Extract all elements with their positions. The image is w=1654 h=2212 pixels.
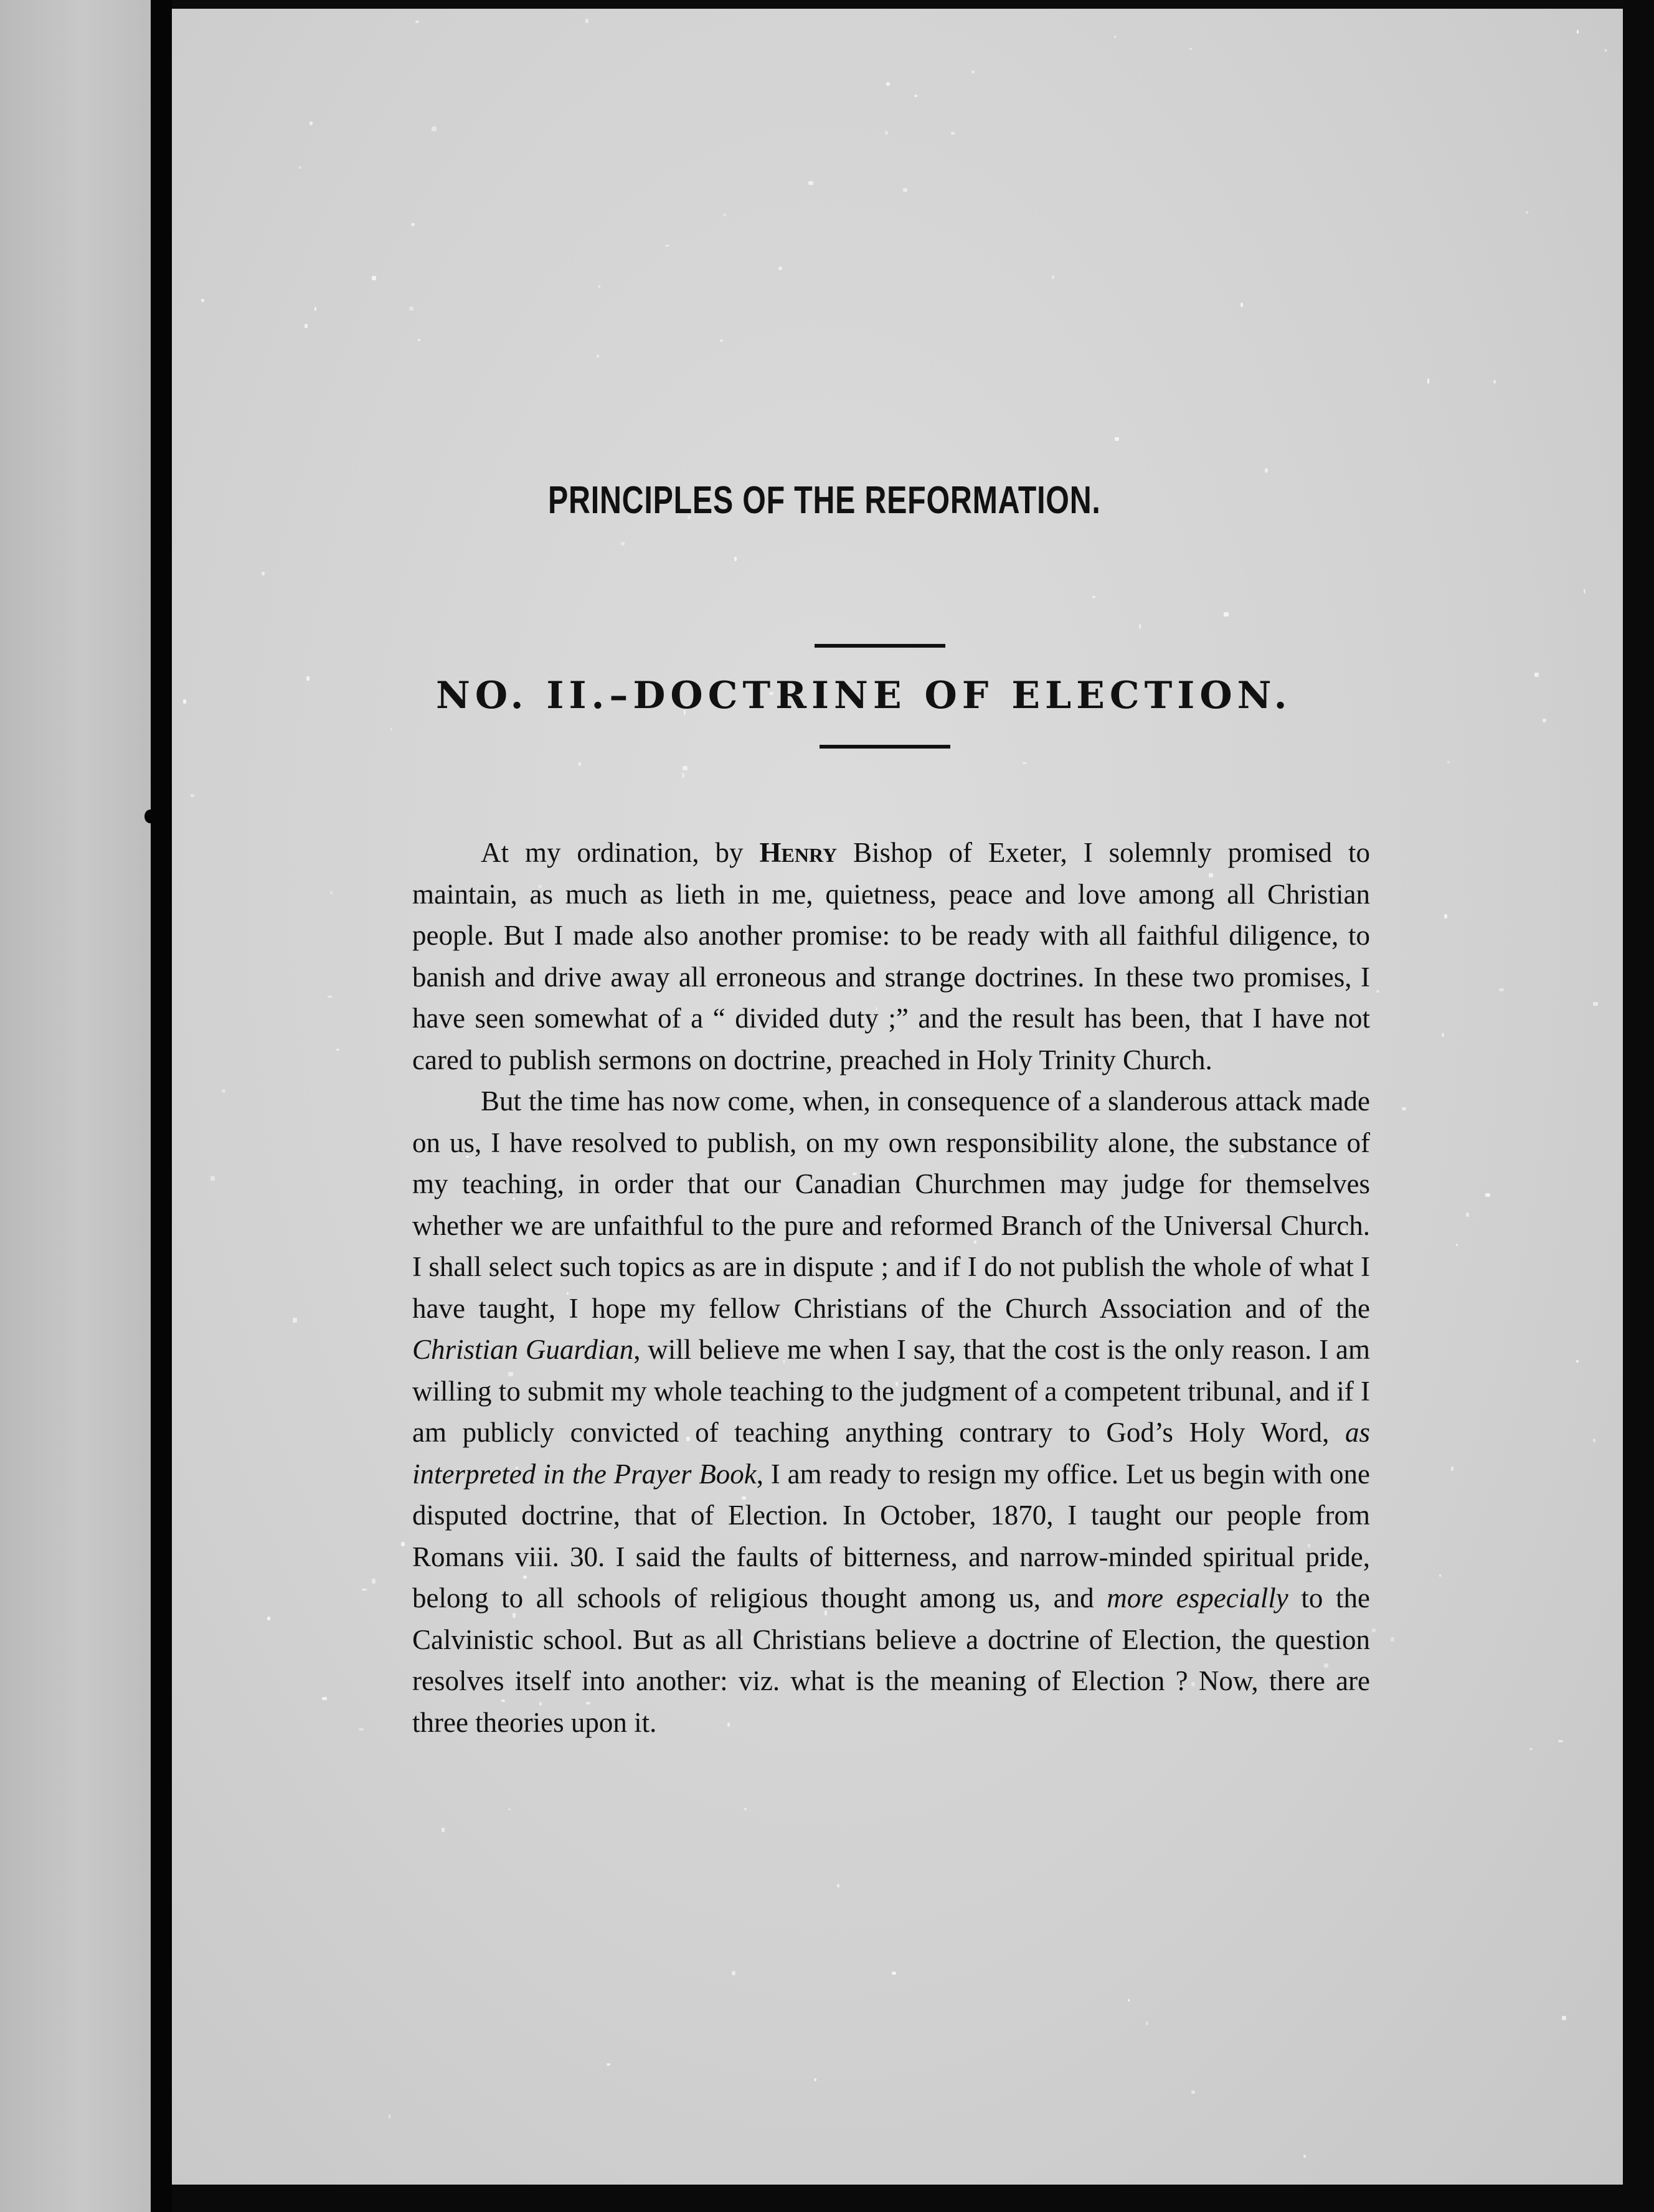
paper-speck [1485,1193,1490,1197]
paper-speck [1391,1637,1394,1642]
paper-speck [778,267,782,270]
paper-speck [720,339,723,342]
bottom-scan-border [172,2185,1623,2212]
paper-speck [808,181,813,185]
paper-speck [1139,624,1141,629]
paper-speck [886,82,890,87]
paper-speck [971,70,975,73]
italic-phrase: more especially [1107,1582,1288,1614]
paper-speck [1562,2016,1566,2020]
title-rule-top [815,644,945,648]
paper-speck [305,324,308,329]
binding-gutter [151,0,172,2212]
right-scan-border [1623,0,1654,2212]
paper-speck [914,95,917,97]
paper-speck [1128,1999,1130,2002]
paper-speck [322,1697,327,1700]
paper-speck [359,1728,363,1731]
paper-speck [372,276,376,280]
text-run: , I am ready to resign my office. Let us begin with one disputed doctrine, that of Election. In October, 1870, I taught our people from Romans viii. 30. I said the faults of bitterness, and narrow-minded spiritual pride, belong to all schools of religious thought among us, and [412,1458,1370,1614]
binding-mark [144,810,156,823]
paper-speck [432,126,437,131]
paper-speck [306,676,310,680]
paper-speck [1543,719,1546,722]
paper-speck [1584,589,1585,593]
paper-speck [682,773,684,778]
paper-speck [299,166,301,169]
text-run: Bishop of Exeter, I solemnly promised to maintain, as much as lieth in me, quietness, peace and love among all Christian people. But I made also another promise: to be ready with all faithful diligence, to banish and drive away all erroneous and strange doctrines. In these two promises, I have seen somewhat of a “ divided duty ;” and the result has been, that I have not cared to publish sermons on doctrine, preached in Holy Trinity Church. [412,837,1371,1075]
paper-speck [418,339,420,341]
paper-speck [683,766,688,770]
paper-speck [293,1318,297,1323]
paper-speck [362,1589,366,1590]
paper-speck [1427,379,1429,383]
paper-speck [336,1049,339,1051]
paper-speck [621,542,625,546]
paper-speck [814,2078,816,2081]
paper-speck [1442,1033,1444,1037]
paper-speck [1577,30,1579,34]
paper-speck [1456,1244,1458,1246]
paper-speck [1224,612,1229,616]
italic-phrase: as interpreted in the Prayer Book [412,1417,1370,1490]
paper-speck [1466,1212,1470,1217]
text-run: , will believe me when I say, that the cost is the only reason. I am willing to submit my whole teaching to the judgment of a competent tribunal, and if I am publicly convicted of teaching anything contrary to God’s Holy Word, [412,1334,1371,1448]
paper-speck [389,2114,390,2119]
paper-speck [837,1884,839,1887]
paper-speck [191,794,194,797]
paper-speck [1493,380,1496,384]
paper-speck [310,121,313,125]
paper-speck [1605,49,1607,52]
left-facing-page [0,0,151,2212]
paper-speck [903,188,907,192]
paper-speck [1593,1439,1595,1442]
paper-speck [328,996,332,998]
paper-speck [1052,275,1054,278]
paper-speck [1092,596,1095,598]
paper-speck [892,1972,896,1975]
text-run: But the time has now come, when, in consequence of a slanderous attack made on us, I have resolved to publish, on my own responsibility alone, the substance of my teaching, in order that our Canadian Churchmen may judge for themselves whether we are unfaithful to the pure and reformed Branch of the Universal Church. I shall select such topics as are in dispute ; and if I do not publish the whole of what I have taught, I hope my fellow Christians of the Church Association and of the [412,1085,1370,1324]
page-title: PRINCIPLES OF THE REFORMATION. [548,479,1101,522]
paper-speck [1114,35,1116,38]
text-run: to the Calvinistic school. But as all Christians believe a doctrine of Election, the question resolves itself into another: viz. what is the meaning of Election ? Now, there are three theories upon it. [412,1582,1370,1738]
paper-speck [951,132,954,135]
paragraph [412,1080,1370,1743]
paper-speck [1115,437,1119,442]
title-rule-bottom [820,745,950,749]
section-heading: NO. II.–DOCTRINE OF ELECTION. [436,674,1292,717]
paper-speck [1240,303,1243,307]
paper-speck [442,1828,444,1832]
paper-speck [732,1971,735,1975]
paper-speck [885,131,887,134]
name-smallcaps: Henry [759,837,838,868]
paper-speck [665,245,669,247]
paper-speck [330,891,333,894]
paper-speck [267,1617,270,1620]
paper-speck [1402,1107,1406,1110]
paper-speck [1303,2155,1306,2158]
body-text [412,832,1370,1743]
paper-speck [401,1542,405,1546]
paper-speck [1146,2021,1148,2026]
paper-speck [1189,48,1192,50]
paper-speck [1023,762,1026,764]
text-run: At my ordination, by [481,837,760,868]
italic-phrase: Christian Guardian [412,1334,634,1365]
paper-speck [585,19,588,23]
paper-speck [183,699,186,704]
paper-speck [210,1176,215,1180]
paper-speck [1499,988,1503,991]
paper-speck [411,223,415,226]
paper-speck [409,306,414,310]
paper-speck [1451,1467,1454,1471]
paper-speck [1265,468,1268,473]
paper-speck [508,1808,511,1810]
paper-speck [222,1089,225,1093]
paper-speck [372,1579,376,1584]
paper-speck [1372,1628,1376,1632]
paper-speck [1376,990,1379,993]
paper-speck [1593,1002,1597,1006]
paper-speck [607,2063,610,2066]
paper-speck [1444,914,1447,919]
paper-speck [415,21,419,22]
paper-speck [1534,673,1539,676]
paragraph [412,832,1370,1080]
paper-speck [1558,1740,1563,1742]
